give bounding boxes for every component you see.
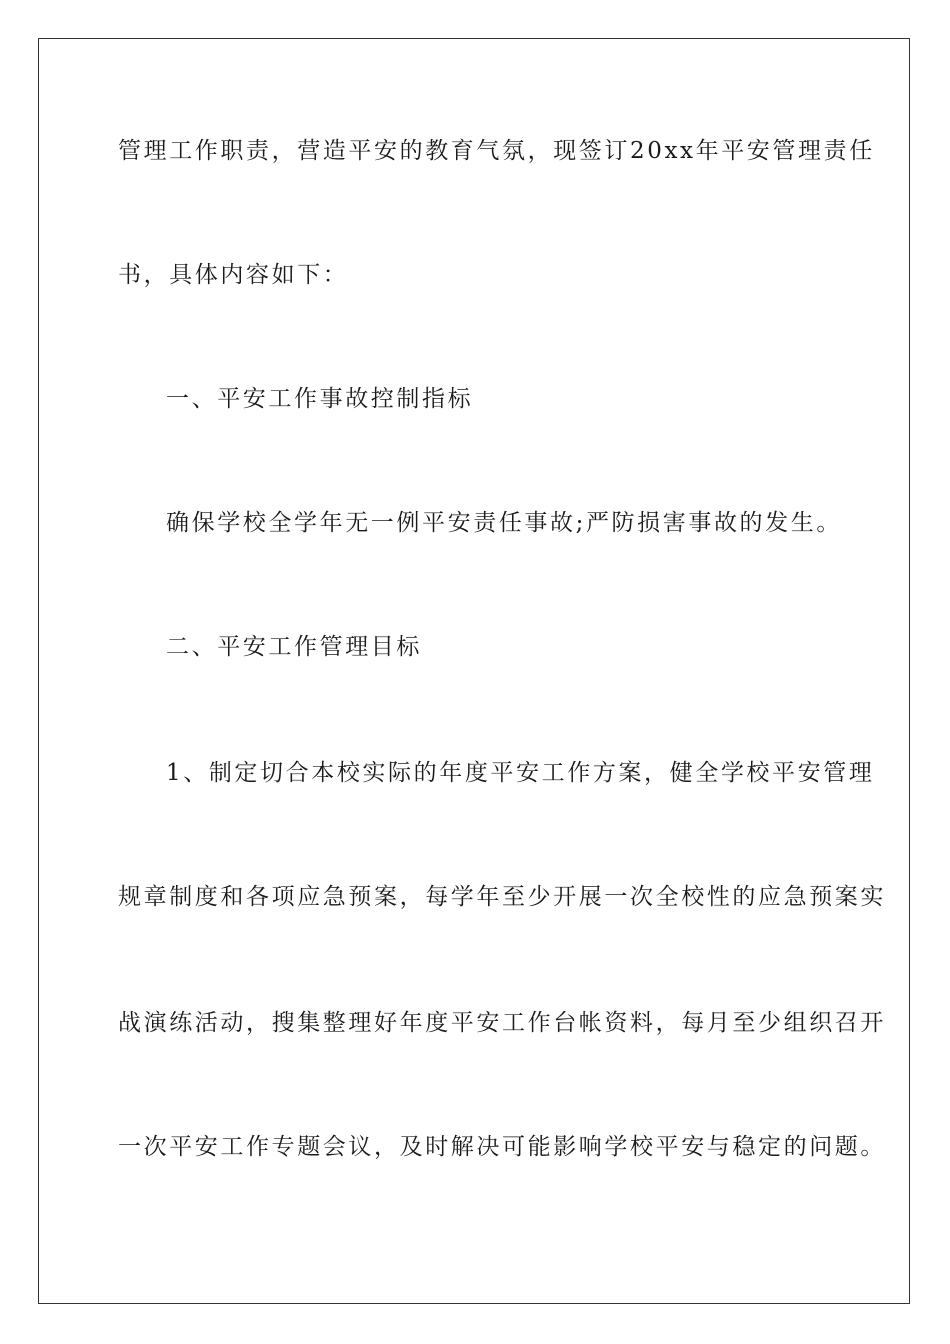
paragraph-line-2: 书，具体内容如下： xyxy=(118,262,349,288)
paragraph-line-7: 一次平安工作专题会议，及时解决可能影响学校平安与稳定的问题。 xyxy=(118,1134,886,1160)
section-heading-2: 二、平安工作管理目标 xyxy=(166,634,422,660)
paragraph-line-4: 1、制定切合本校实际的年度平安工作方案，健全学校平安管理 xyxy=(166,760,875,786)
page-frame xyxy=(38,38,910,1304)
paragraph-line-1: 管理工作职责，营造平安的教育气氛，现签订20xx年平安管理责任 xyxy=(118,138,875,164)
section-heading-1: 一、平安工作事故控制指标 xyxy=(166,386,474,412)
paragraph-line-6: 战演练活动，搜集整理好年度平安工作台帐资料，每月至少组织召开 xyxy=(118,1010,886,1036)
paragraph-line-5: 规章制度和各项应急预案，每学年至少开展一次全校性的应急预案实 xyxy=(118,884,886,910)
paragraph-line-3: 确保学校全学年无一例平安责任事故;严防损害事故的发生。 xyxy=(166,510,842,536)
